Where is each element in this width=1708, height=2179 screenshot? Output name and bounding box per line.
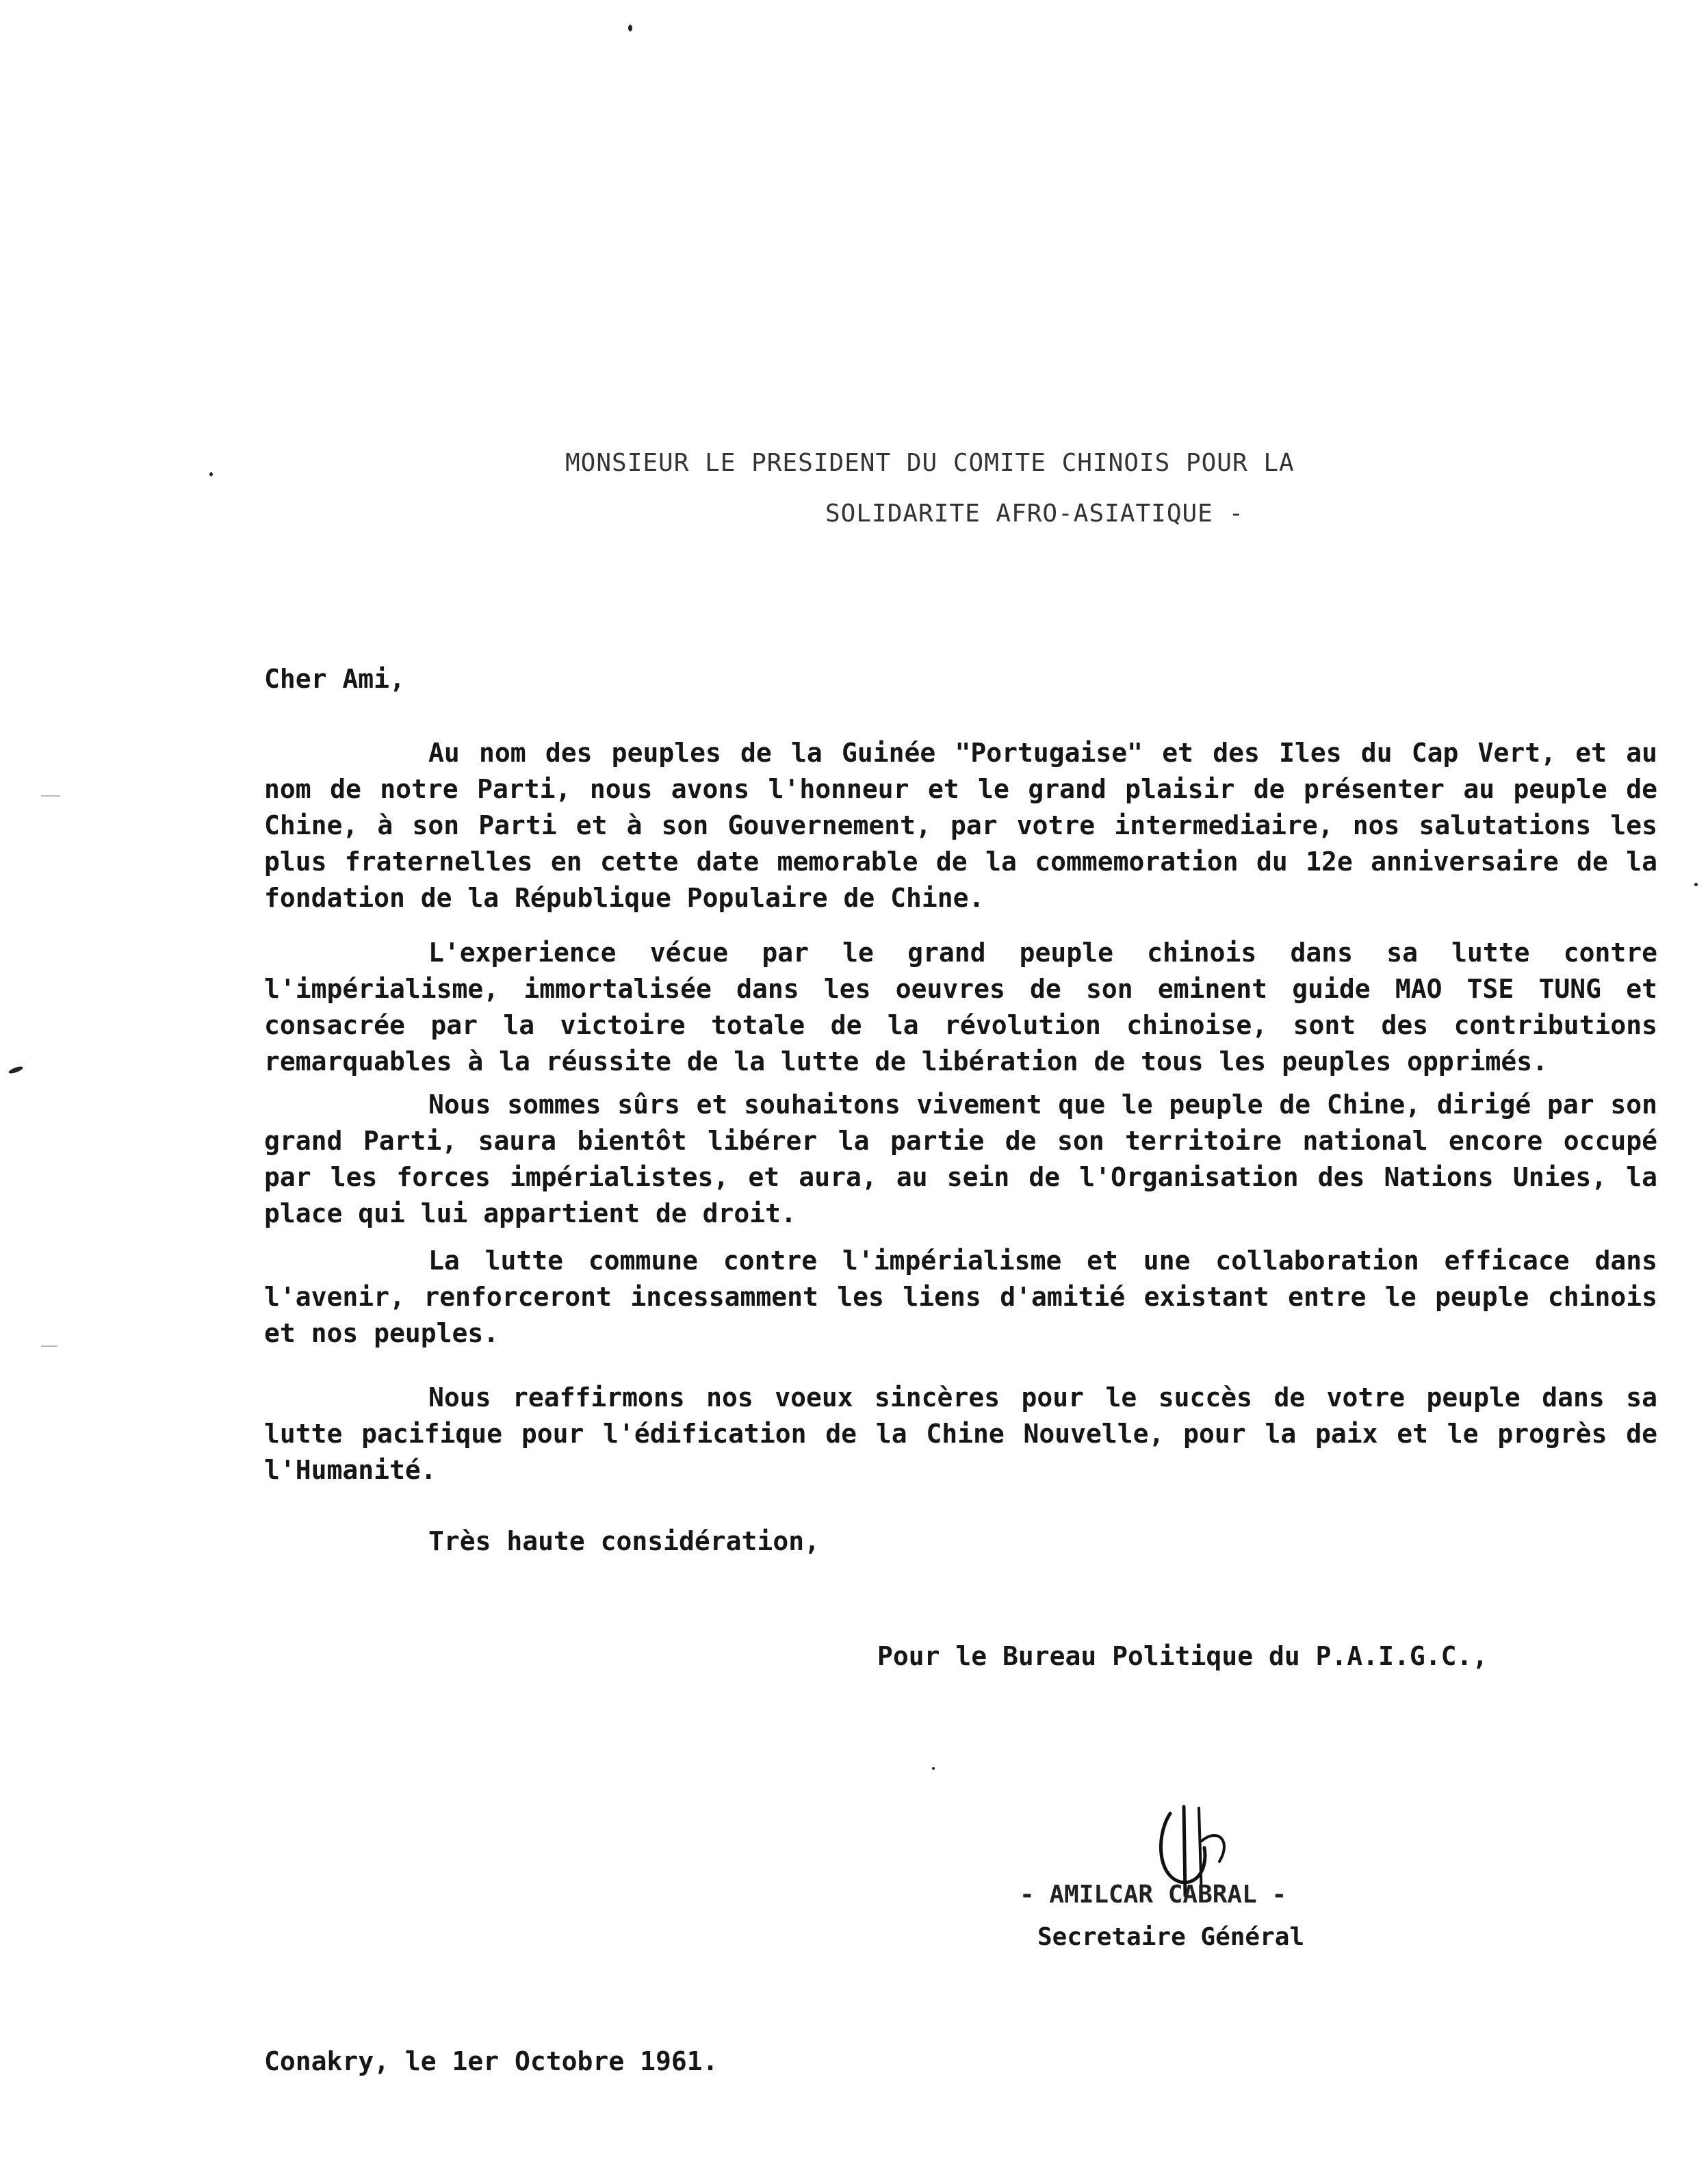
- paragraph-5: [264, 1380, 1657, 1488]
- paragraph-3: [264, 1087, 1657, 1232]
- paragraph-text: Nous sommes sûrs et souhaitons vivement que le peuple de Chine, dirigé par son grand Parti, saura bientôt libérer la partie de son territoire national encore occupé par les forces impérialistes, et aura, au sein de l'Organisation des Nations Unies, la place qui lui appartient de droit.: [264, 1090, 1657, 1228]
- paragraph-1: [264, 735, 1657, 916]
- scan-line: [41, 795, 60, 797]
- scan-speck: [209, 472, 213, 476]
- paragraph-text: La lutte commune contre l'impérialisme et une collaboration efficace dans l'avenir, renforceront incessamment les liens d'amitié existant entre le peuple chinois et nos peuples.: [264, 1246, 1657, 1348]
- paragraph-4: [264, 1243, 1657, 1352]
- addressee-line-2: SOLIDARITE AFRO-ASIATIQUE -: [825, 500, 1245, 528]
- scan-speck: [1694, 883, 1698, 886]
- closing-line: Très haute considération,: [428, 1526, 820, 1556]
- paragraph-text: L'experience vécue par le grand peuple chinois dans sa lutte contre l'impérialisme, immortalisée dans les oeuvres de son eminent guide MAO TSE TUNG et consacrée par la victoire totale de la révolution chinoise, sont des contributions remarquables à la réussite de la lutte de libération de tous les peuples opprimés.: [264, 938, 1657, 1076]
- paragraph-2: [264, 935, 1657, 1080]
- salutation: Cher Ami,: [264, 664, 405, 694]
- place-and-date: Conakry, le 1er Octobre 1961.: [264, 2046, 719, 2076]
- paragraph-text: Au nom des peuples de la Guinée "Portugaise" et des Iles du Cap Vert, et au nom de notre Parti, nous avons l'honneur et le grand plaisir de présenter au peuple de Chine, à son Parti et à son Gouvernement, par votre intermediaire, nos salutations les plus fraternelles en cette date memorable de la commemoration du 12e anniversaire de la fondation de la République Populaire de Chine.: [264, 738, 1657, 913]
- scan-speck: [8, 1065, 23, 1074]
- scan-speck: [932, 1767, 935, 1770]
- scan-speck: [628, 25, 632, 31]
- paragraph-text: Nous reaffirmons nos voeux sincères pour le succès de votre peuple dans sa lutte pacifique pour l'édification de la Chine Nouvelle, pour la paix et le progrès de l'Humanité.: [264, 1382, 1657, 1485]
- scan-line: [41, 1345, 57, 1347]
- on-behalf-line: Pour le Bureau Politique du P.A.I.G.C.,: [877, 1641, 1488, 1671]
- addressee-line-1: MONSIEUR LE PRESIDENT DU COMITE CHINOIS POUR LA: [565, 449, 1295, 477]
- signer-name: - AMILCAR CABRAL -: [1020, 1881, 1287, 1909]
- signer-title: Secretaire Général: [1037, 1923, 1305, 1951]
